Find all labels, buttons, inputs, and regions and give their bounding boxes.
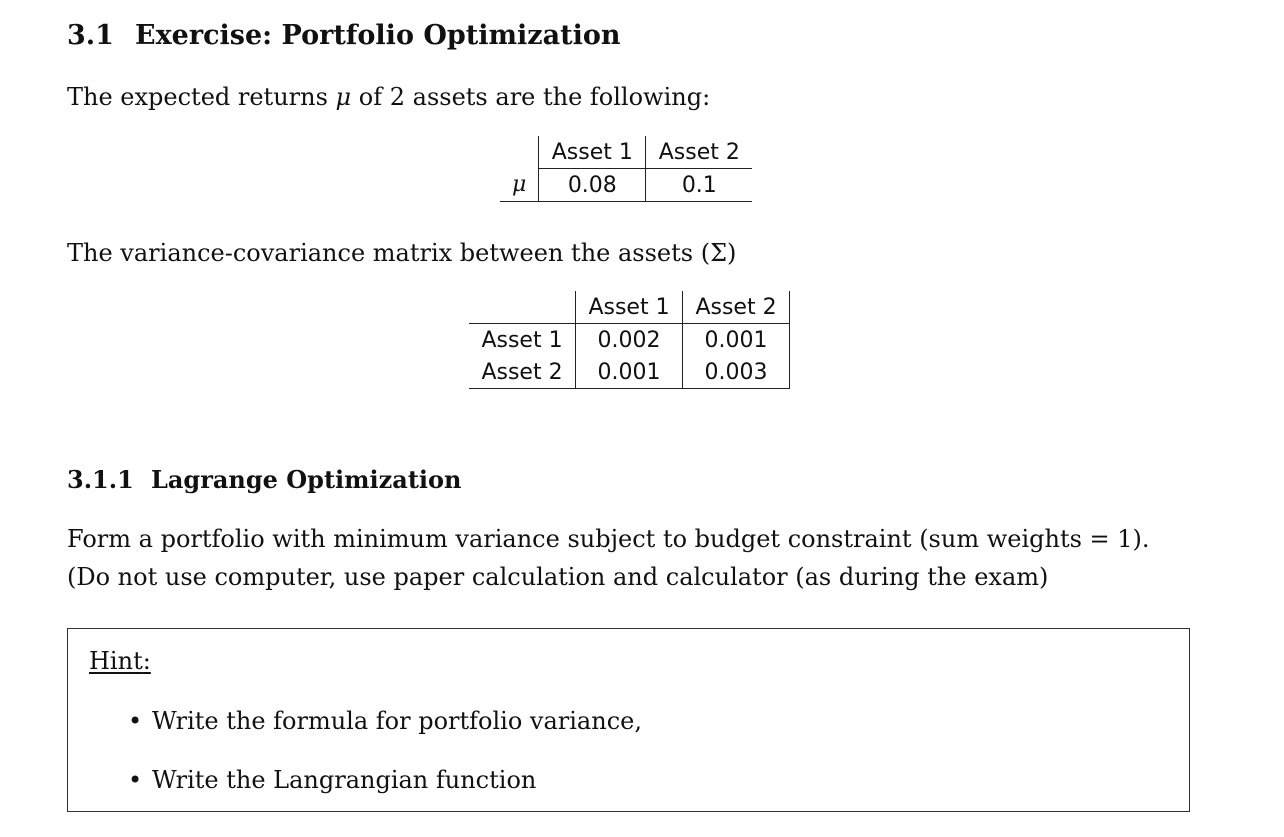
- table-cell: 0.001: [683, 324, 790, 357]
- list-item: [128, 702, 642, 761]
- hint-item-text: Write the formula for portfolio variance,: [152, 707, 642, 735]
- subsection-number: 3.1.1: [67, 465, 134, 494]
- hint-box: [67, 628, 1190, 812]
- returns-intro: [67, 78, 710, 116]
- table-cell: 0.001: [576, 356, 683, 389]
- row-header: Asset 2: [469, 356, 576, 389]
- column-header: Asset 2: [683, 291, 790, 324]
- bullet-icon: •: [128, 707, 143, 735]
- column-header: Asset 1: [539, 136, 646, 169]
- returns-intro-text-end: of 2 assets are the following:: [351, 83, 711, 111]
- covariance-matrix-table: [469, 291, 790, 389]
- section-title: Exercise: Portfolio Optimization: [135, 20, 621, 51]
- row-header: Asset 1: [469, 324, 576, 357]
- hint-colon: :: [142, 647, 151, 675]
- hint-item-text: Write the Langrangian function: [152, 766, 537, 794]
- hint-label: [89, 647, 151, 675]
- table-corner: [469, 291, 576, 324]
- section-heading: [67, 20, 621, 51]
- column-header: Asset 2: [646, 136, 753, 169]
- subsection-title: Lagrange Optimization: [151, 465, 462, 494]
- expected-returns-table: [500, 136, 752, 202]
- row-header-mu: μ: [500, 169, 539, 202]
- column-header: Asset 1: [576, 291, 683, 324]
- table-cell: 0.003: [683, 356, 790, 389]
- mu-symbol: μ: [335, 83, 352, 111]
- list-item: [128, 761, 642, 820]
- returns-intro-text: The expected returns: [67, 83, 336, 111]
- table-cell: 0.1: [646, 169, 753, 202]
- section-number: 3.1: [67, 20, 114, 51]
- table-cell: 0.08: [539, 169, 646, 202]
- table-cell: 0.002: [576, 324, 683, 357]
- covariance-intro: The variance-covariance matrix between the assets (Σ): [67, 239, 737, 267]
- bullet-icon: •: [128, 766, 143, 794]
- hint-label-text: Hint: [89, 647, 143, 675]
- hint-list: [128, 702, 642, 820]
- table-corner: [500, 136, 539, 169]
- subsection-heading: [67, 465, 462, 494]
- task-description: Form a portfolio with minimum variance subject to budget constraint (sum weights = 1). (Do not use computer, use paper calculation and calculator (as during the exam): [67, 525, 1150, 591]
